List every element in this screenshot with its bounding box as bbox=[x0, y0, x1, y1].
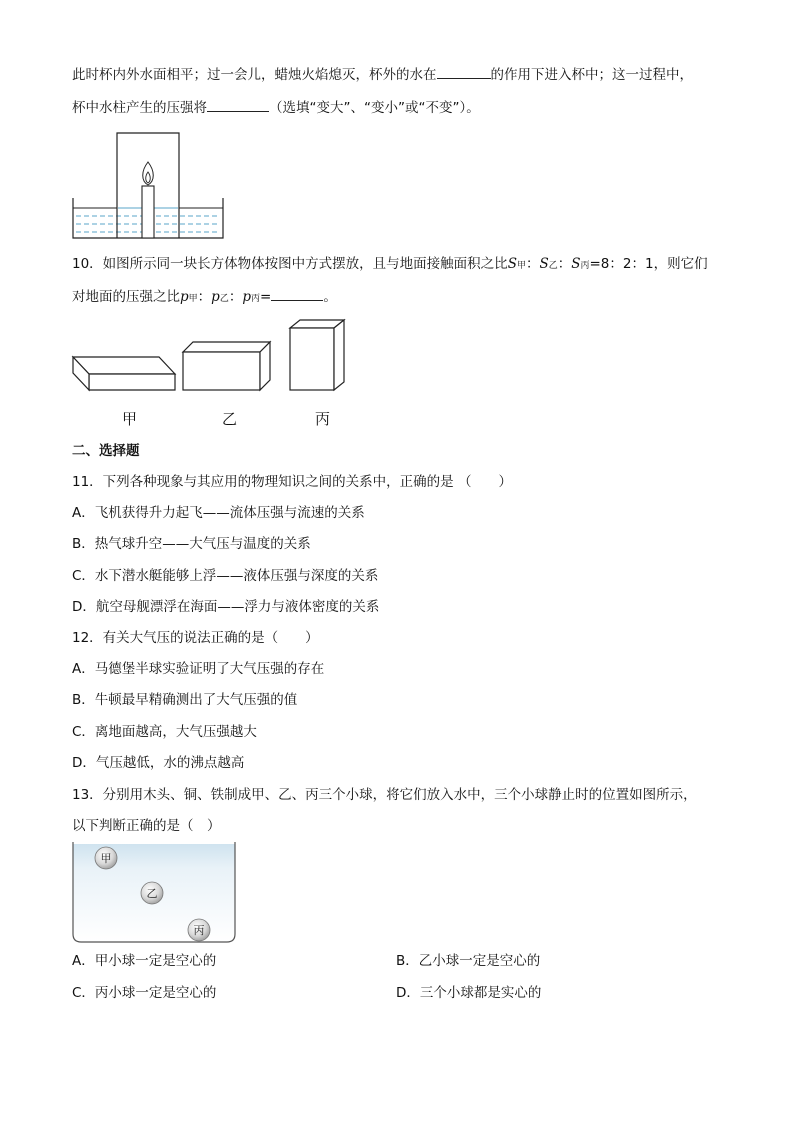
q13-option-a[interactable]: A．甲小球一定是空心的 bbox=[72, 953, 217, 969]
q13-stem-line-1: 13．分别用木头、铜、铁制成甲、乙、丙三个小球，将它们放入水中，三个小球静止时的位置如图所示， bbox=[72, 787, 697, 803]
ball-yi bbox=[141, 882, 163, 904]
q10-line-2 bbox=[72, 286, 337, 309]
q10-ratio-tail: =8：2：1，则它们 bbox=[589, 256, 708, 272]
q10-text-2a: 对地面的压强之比 bbox=[72, 289, 180, 305]
caption-yi: 乙 bbox=[222, 410, 238, 428]
ball-jia bbox=[95, 847, 117, 869]
q10-p-symbol: p bbox=[242, 289, 251, 305]
q10-end: 。 bbox=[323, 289, 337, 305]
q10-sub-bing: 丙 bbox=[251, 294, 261, 304]
section-heading: 二、选择题 bbox=[72, 443, 140, 459]
caption-jia: 甲 bbox=[122, 410, 138, 428]
q10-line-1 bbox=[72, 254, 708, 276]
q9-answer-blank-1[interactable] bbox=[437, 64, 491, 79]
q10-colon-1: ： bbox=[525, 256, 540, 272]
q10-p-symbol: p bbox=[180, 289, 189, 305]
q13-option-c[interactable]: C．丙小球一定是空心的 bbox=[72, 985, 217, 1001]
q11-stem: 11．下列各种现象与其应用的物理知识之间的关系中，正确的是 （ ） bbox=[72, 474, 512, 490]
q10-sub-yi: 乙 bbox=[219, 294, 229, 304]
q10-colon-2: ： bbox=[557, 256, 572, 272]
q10-p-symbol: p bbox=[211, 289, 220, 305]
q13-option-b[interactable]: B．乙小球一定是空心的 bbox=[396, 953, 541, 969]
q10-sub-bing: 丙 bbox=[580, 261, 590, 271]
ball-jia-label: 甲 bbox=[100, 852, 112, 865]
q12-option-b[interactable]: B．牛顿最早精确测出了大气压强的值 bbox=[72, 692, 298, 708]
balls-in-water-figure bbox=[72, 842, 238, 944]
q9-answer-blank-2[interactable] bbox=[207, 97, 269, 112]
caption-bing: 丙 bbox=[315, 410, 331, 428]
q11-option-c[interactable]: C．水下潜水艇能够上浮——液体压强与深度的关系 bbox=[72, 568, 379, 584]
q12-stem: 12．有关大气压的说法正确的是（ ） bbox=[72, 630, 319, 646]
q11-option-a[interactable]: A．飞机获得升力起飞——流体压强与流速的关系 bbox=[72, 505, 365, 521]
q10-text-1a: 10．如图所示同一块长方体物体按图中方式摆放，且与地面接触面积之比 bbox=[72, 256, 508, 272]
q13-option-d[interactable]: D．三个小球都是实心的 bbox=[396, 985, 542, 1001]
q10-sub-yi: 乙 bbox=[548, 261, 558, 271]
q12-option-d[interactable]: D．气压越低，水的沸点越高 bbox=[72, 755, 245, 771]
q10-s-symbol: S bbox=[507, 256, 517, 272]
box-bing-figure bbox=[286, 318, 348, 392]
q10-eq: = bbox=[260, 289, 272, 305]
q10-colon-2: ： bbox=[228, 289, 243, 305]
q13-stem-line-2: 以下判断正确的是（ ） bbox=[72, 818, 221, 834]
q10-s-symbol: S bbox=[539, 256, 549, 272]
q9-line-1 bbox=[72, 64, 693, 85]
candle-cup-figure bbox=[72, 128, 224, 240]
q9-text-2b: （选填“变大”、“变小”或“不变”）。 bbox=[269, 100, 480, 116]
q9-line-2 bbox=[72, 97, 480, 118]
ball-yi-label: 乙 bbox=[146, 887, 158, 900]
q9-text-1b: 的作用下进入杯中；这一过程中， bbox=[490, 67, 693, 83]
q10-answer-blank[interactable] bbox=[271, 286, 323, 301]
q10-sub-jia: 甲 bbox=[516, 261, 526, 271]
q12-option-a[interactable]: A．马德堡半球实验证明了大气压强的存在 bbox=[72, 661, 325, 677]
box-jia-figure bbox=[72, 352, 176, 392]
q10-colon-1: ： bbox=[197, 289, 212, 305]
q11-option-d[interactable]: D．航空母舰漂浮在海面——浮力与液体密度的关系 bbox=[72, 599, 380, 615]
q12-option-c[interactable]: C．离地面越高，大气压强越大 bbox=[72, 724, 257, 740]
ball-bing-label: 丙 bbox=[193, 924, 205, 937]
box-yi-figure bbox=[181, 340, 273, 392]
q9-text-2a: 杯中水柱产生的压强将 bbox=[72, 100, 207, 116]
q9-text-1a: 此时杯内外水面相平；过一会儿，蜡烛火焰熄灭，杯外的水在 bbox=[72, 67, 437, 83]
q11-option-b[interactable]: B．热气球升空——大气压与温度的关系 bbox=[72, 536, 311, 552]
q10-sub-jia: 甲 bbox=[188, 294, 198, 304]
ball-bing bbox=[188, 919, 210, 941]
q10-s-symbol: S bbox=[571, 256, 581, 272]
